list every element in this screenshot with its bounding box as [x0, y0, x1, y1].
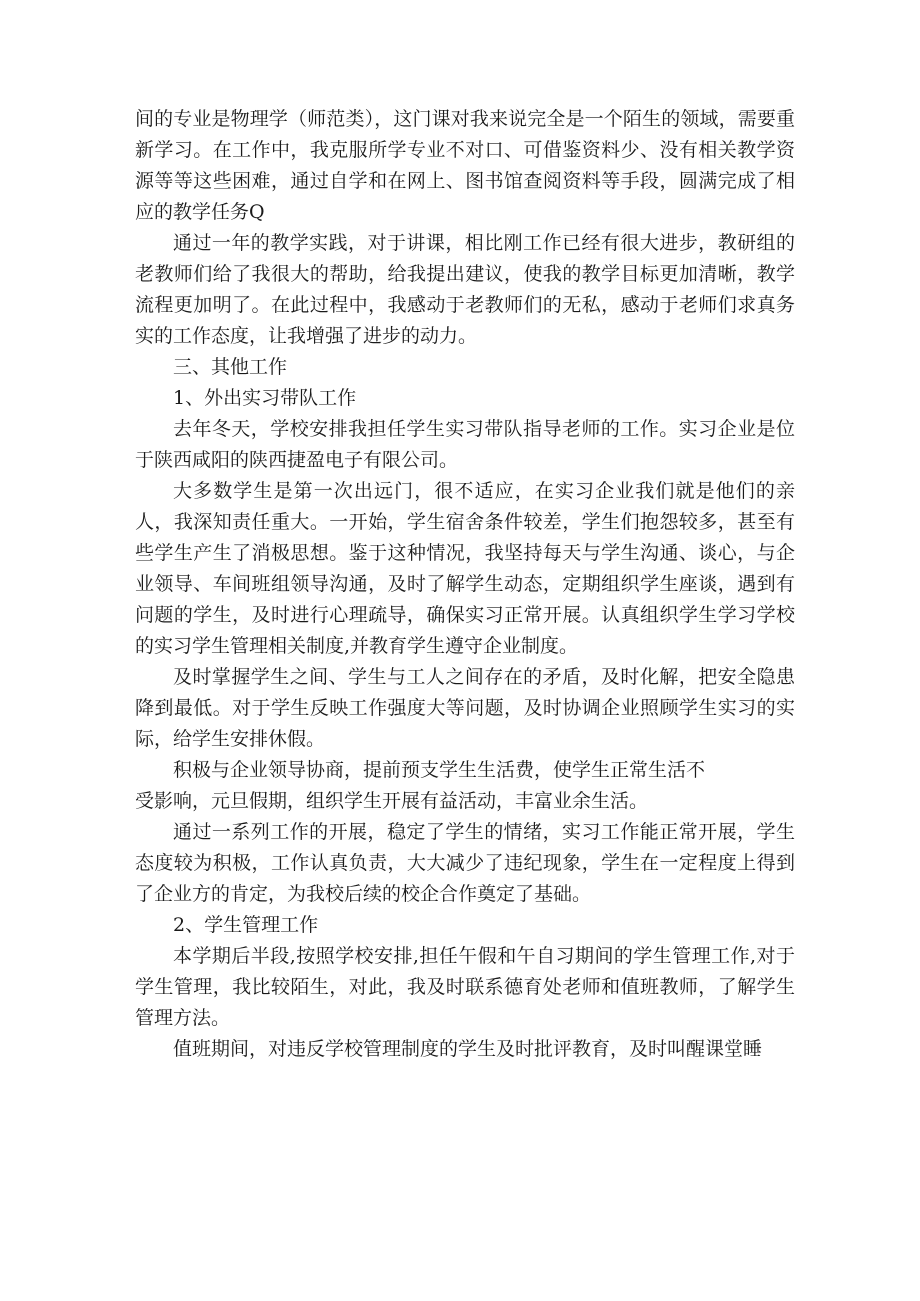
paragraph-conflict-resolution: 及时掌握学生之间、学生与工人之间存在的矛盾，及时化解，把安全隐患降到最低。对于学生反映工作强度大等问题，及时协调企业照顾学生实习的实际，给学生安排休假。: [135, 666, 795, 750]
section-heading-other-work: 三、其他工作: [173, 356, 288, 378]
paragraph-management-assignment: 本学期后半段,按照学校安排,担任午假和午自习期间的学生管理工作,对于学生管理，我比较陌生，对此，我及时联系德育处老师和值班教师，了解学生管理方法。: [135, 945, 795, 1029]
paragraph-living-expenses-line1: 积极与企业领导协商，提前预支学生生活费，使学生正常生活不: [173, 759, 706, 781]
document-body: [135, 104, 795, 1065]
paragraph-teaching-practice: 通过一年的教学实践，对于讲课，相比刚工作已经有很大进步，教研组的老教师们给了我很大的帮助，给我提出建议，使我的教学目标更加清晰，教学流程更加明了。在此过程中，我感动于老教师们的无私，感动于老师们求真务实的工作态度，让我增强了进步的动力。: [135, 232, 795, 347]
subsection-heading-student-management: 2、学生管理工作: [173, 914, 319, 936]
paragraph-living-expenses-line2: 受影响，元旦假期，组织学生开展有益活动，丰富业余生活。: [135, 790, 649, 812]
paragraph-student-care: 大多数学生是第一次出远门，很不适应，在实习企业我们就是他们的亲人，我深知责任重大。一开始，学生宿舍条件较差，学生们抱怨较多，甚至有些学生产生了消极思想。鉴于这种情况，我坚持每天与学生沟通、谈心，与企业领导、车间班组领导沟通，及时了解学生动态，定期组织学生座谈，遇到有问题的学生，及时进行心理疏导，确保实习正常开展。认真组织学生学习学校的实习学生管理相关制度,并教育学生遵守企业制度。: [135, 480, 795, 657]
paragraph-internship-results: 通过一系列工作的开展，稳定了学生的情绪，实习工作能正常开展，学生态度较为积极，工作认真负责，大大减少了违纪现象，学生在一定程度上得到了企业方的肯定，为我校后续的校企合作奠定了基础。: [135, 821, 795, 905]
subsection-heading-internship: 1、外出实习带队工作: [173, 387, 357, 409]
paragraph-teaching-task: 间的专业是物理学（师范类），这门课对我来说完全是一个陌生的领域，需要重新学习。在工作中，我克服所学专业不对口、可借鉴资料少、没有相关教学资源等等这些困难，通过自学和在网上、图书馆查阅资料等手段，圆满完成了相应的教学任务Q: [135, 108, 795, 223]
paragraph-duty-period: 值班期间，对违反学校管理制度的学生及时批评教育，及时叫醒课堂睡: [173, 1038, 763, 1060]
paragraph-internship-assignment: 去年冬天，学校安排我担任学生实习带队指导老师的工作。实习企业是位于陕西咸阳的陕西捷盈电子有限公司。: [135, 418, 795, 471]
